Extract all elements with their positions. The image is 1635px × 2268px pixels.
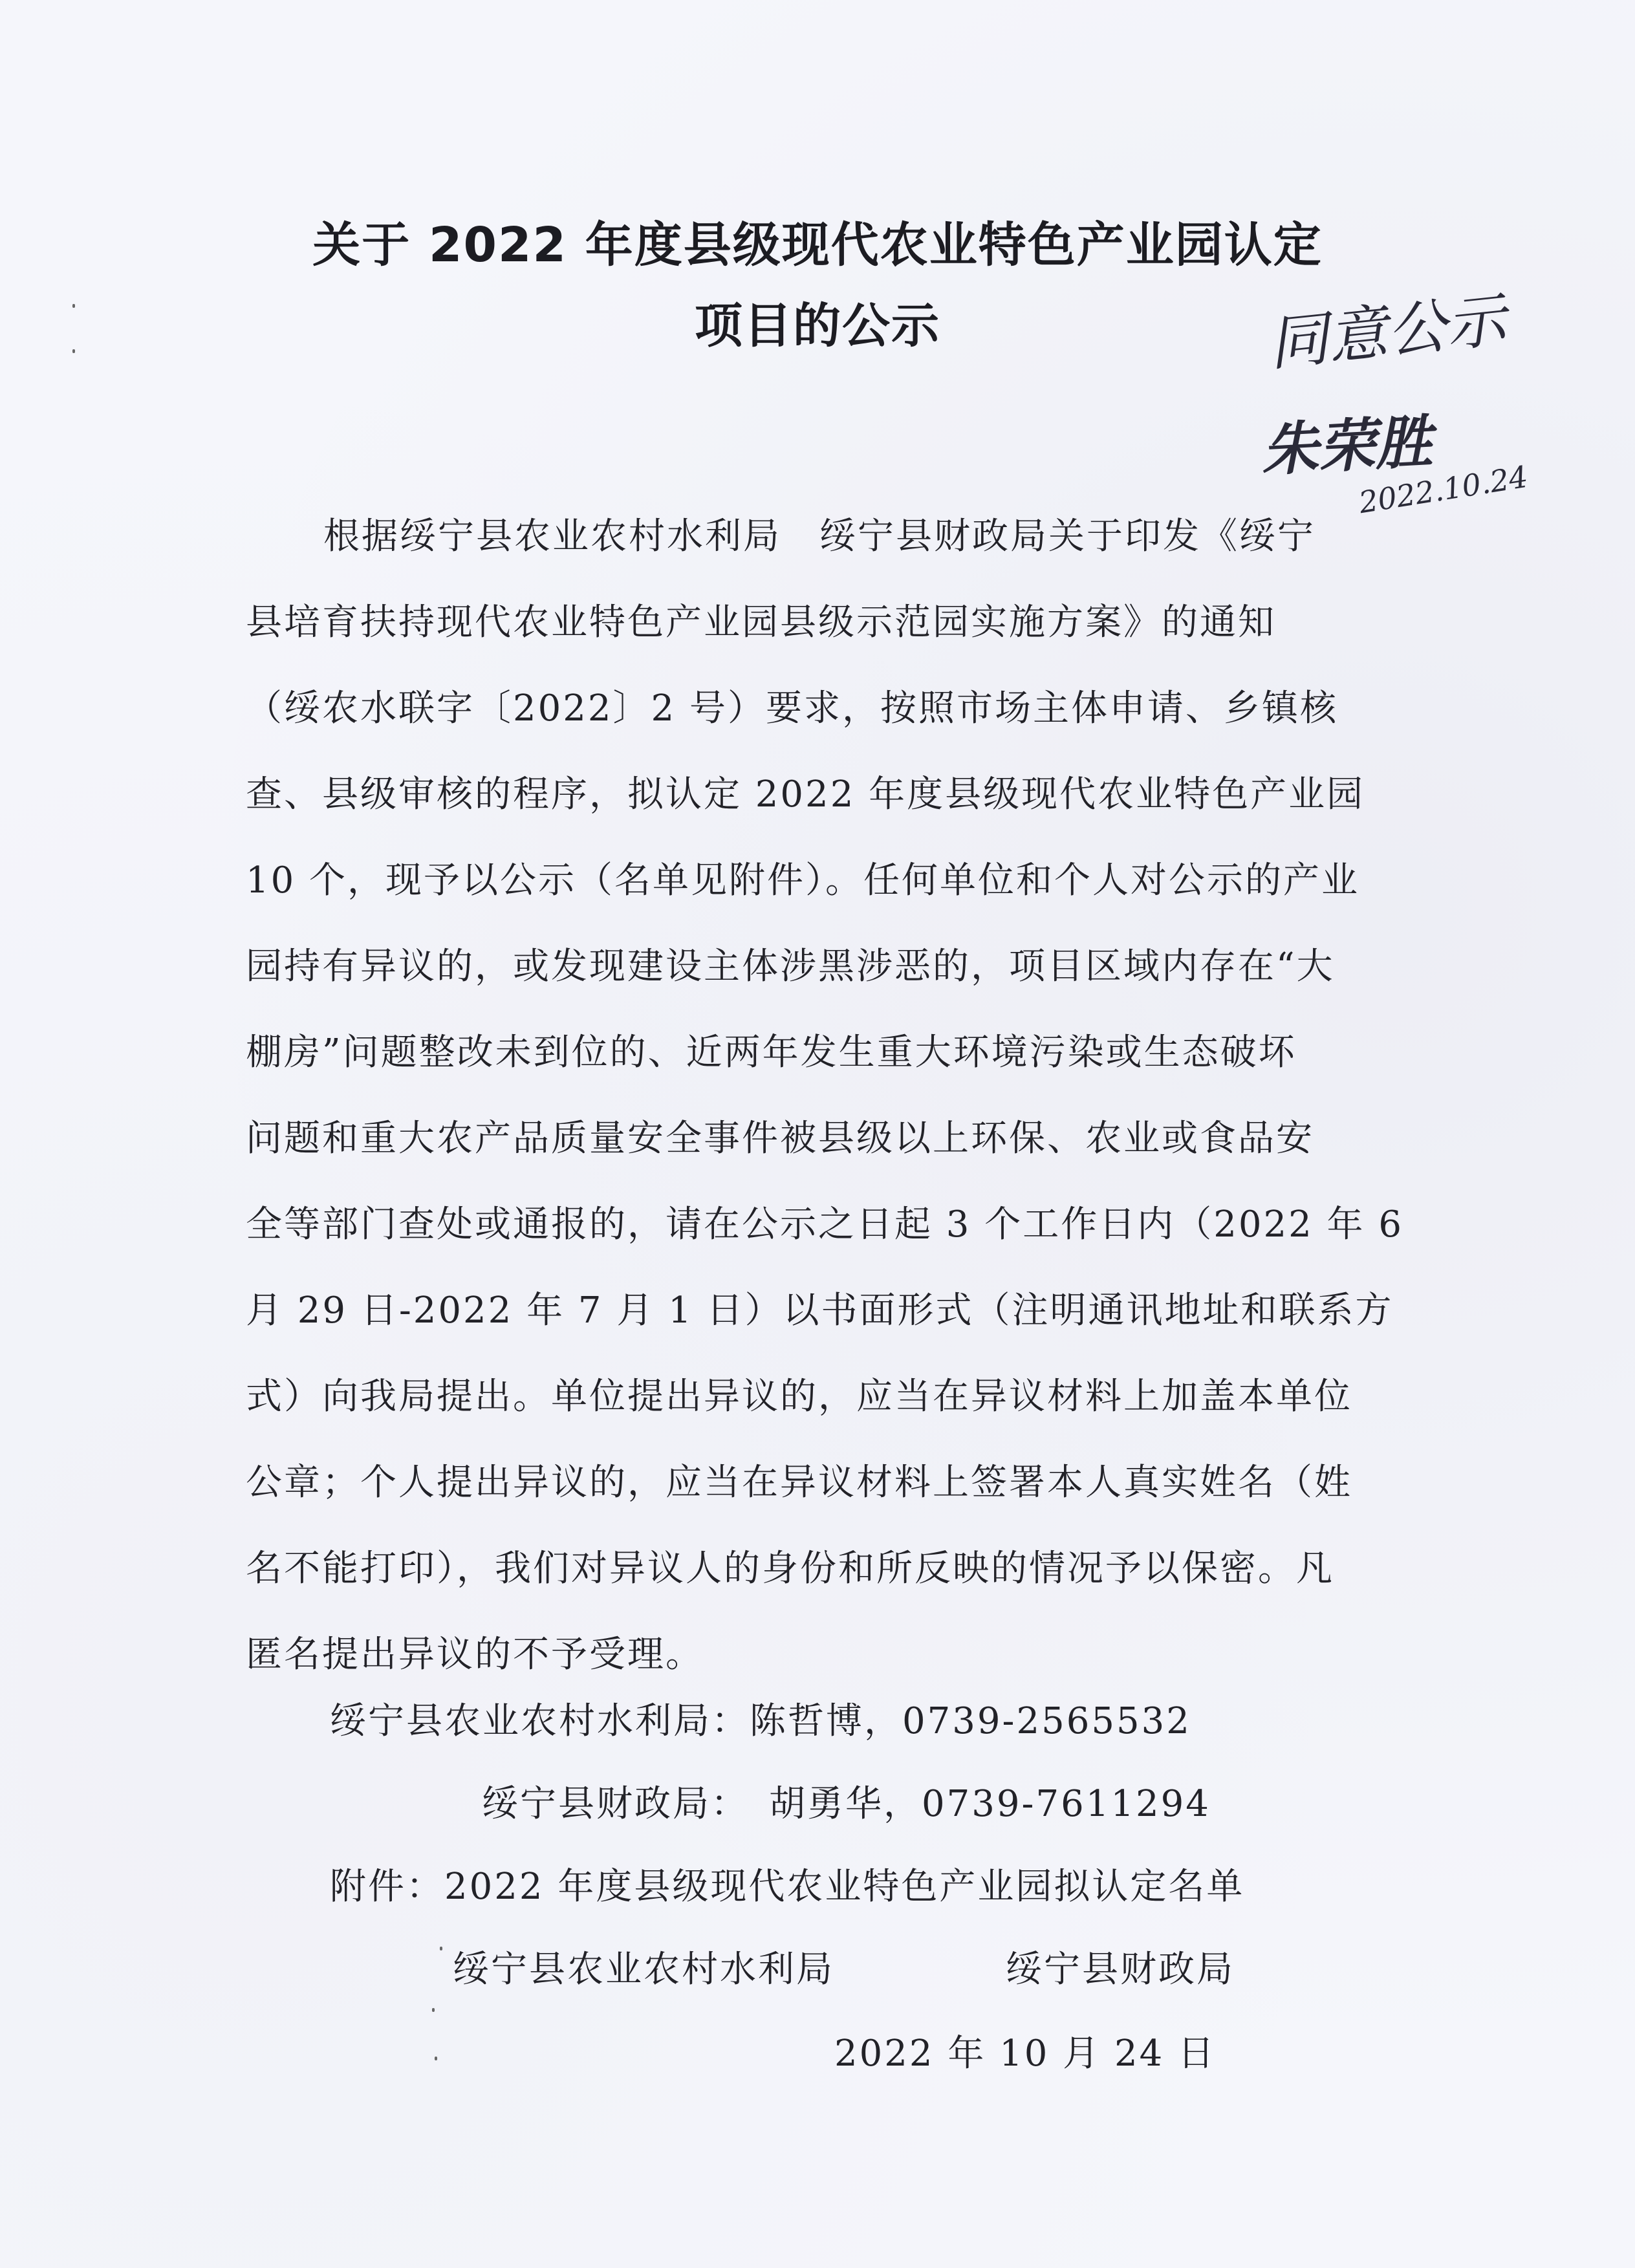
body-line: 匿名提出异议的不予受理。 [246,1634,704,1676]
body-line: 园持有异议的，或发现建设主体涉黑涉恶的，项目区域内存在“大 [246,945,1335,988]
document-title-line1: 关于 2022 年度县级现代农业特色产业园认定 [312,217,1323,273]
contact-agri-bureau: 绥宁县农业农村水利局：陈哲博，0739-2565532 [330,1700,1191,1742]
document-title-line2: 项目的公示 [695,298,940,354]
body-line: 全等部门查处或通报的，请在公示之日起 3 个工作日内（2022 年 6 [246,1204,1403,1246]
scan-speck [432,2008,435,2012]
handwritten-date: 2022.10.24 [1356,459,1530,521]
issuer-finance-bureau: 绥宁县财政局 [1006,1949,1235,1991]
body-line: （绥农水联字〔2022〕2 号）要求，按照市场主体申请、乡镇核 [246,687,1338,729]
body-line: 根据绥宁县农业农村水利局 绥宁县财政局关于印发《绥宁 [323,515,1316,557]
handwritten-signature: 朱荣胜 [1259,407,1434,484]
body-line: 问题和重大农产品质量安全事件被县级以上环保、农业或食品安 [246,1118,1314,1160]
scan-speck [435,2057,437,2060]
body-line: 式）向我局提出。单位提出异议的，应当在异议材料上加盖本单位 [246,1376,1352,1418]
issue-date: 2022 年 10 月 24 日 [834,2033,1217,2075]
body-line: 县培育扶持现代农业特色产业园县级示范园实施方案》的通知 [246,601,1276,643]
handwritten-approval: 同意公示 [1265,285,1510,379]
body-line: 月 29 日-2022 年 7 月 1 日）以书面形式（注明通讯地址和联系方 [246,1290,1394,1332]
body-line: 查、县级审核的程序，拟认定 2022 年度县级现代农业特色产业园 [246,773,1365,815]
body-line: 名不能打印），我们对异议人的身份和所反映的情况予以保密。凡 [246,1548,1334,1590]
scan-speck [440,1947,442,1950]
contact-finance-bureau: 绥宁县财政局： 胡勇华，0739-7611294 [482,1783,1211,1825]
attachment-note: 附件：2022 年度县级现代农业特色产业园拟认定名单 [330,1866,1245,1908]
issuer-agri-bureau: 绥宁县农业农村水利局 [453,1949,834,1991]
body-line: 棚房”问题整改未到位的、近两年发生重大环境污染或生态破坏 [246,1031,1297,1074]
body-line: 公章；个人提出异议的，应当在异议材料上签署本人真实姓名（姓 [246,1462,1352,1504]
body-line: 10 个，现予以公示（名单见附件）。任何单位和个人对公示的产业 [246,859,1360,902]
